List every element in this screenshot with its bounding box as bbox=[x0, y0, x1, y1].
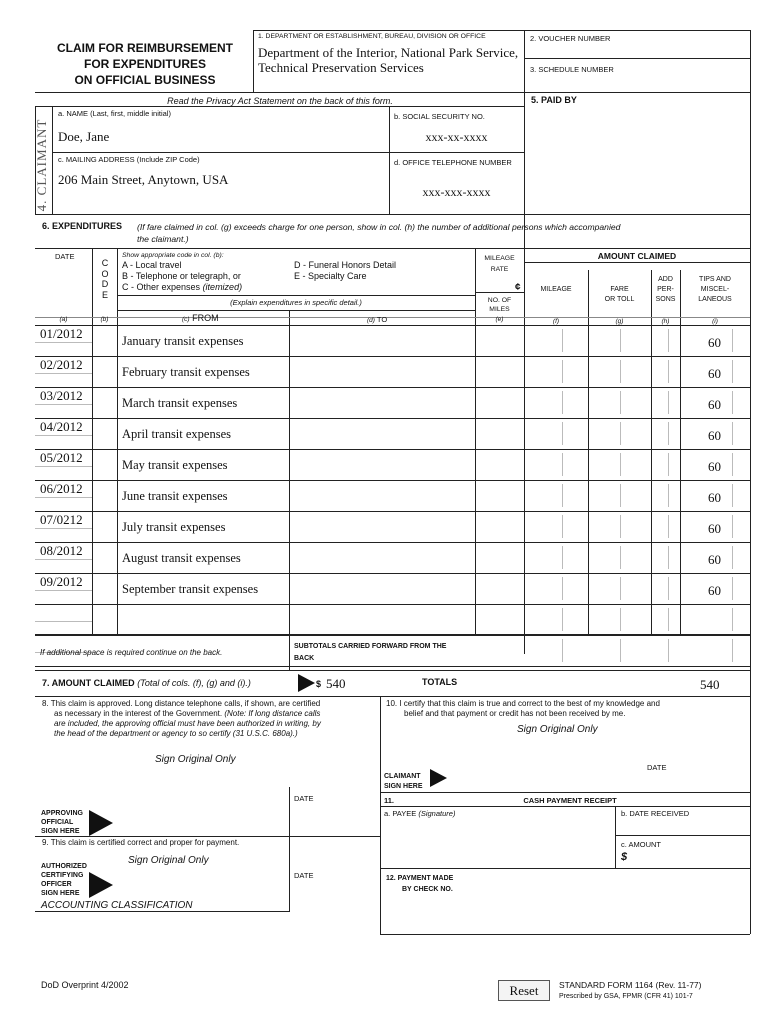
cents-separator bbox=[732, 546, 733, 569]
privacy-notice: Read the Privacy Act Statement on the back of this form. bbox=[167, 96, 393, 106]
date-cell-divider bbox=[35, 435, 92, 436]
code-column-header bbox=[98, 258, 112, 300]
code-c-itemized: (itemized) bbox=[202, 282, 243, 292]
code-hint: Show appropriate code in col. (b): bbox=[122, 252, 224, 259]
col-g-label: (g) bbox=[615, 318, 624, 325]
payment-made-label-2: BY CHECK NO. bbox=[402, 886, 453, 893]
claimant-sign-arrow-icon bbox=[430, 769, 447, 787]
approving-date-label: DATE bbox=[294, 794, 314, 803]
row-divider bbox=[35, 387, 750, 388]
cents-sign: ¢ bbox=[515, 282, 521, 293]
cents-separator bbox=[620, 546, 621, 569]
cents-separator bbox=[732, 391, 733, 414]
date-cell-divider bbox=[35, 559, 92, 560]
cents-separator bbox=[732, 515, 733, 538]
additional-space-note: If additional space is required continue on the back. bbox=[40, 648, 223, 657]
date-cell-divider bbox=[35, 528, 92, 529]
cents-separator bbox=[620, 360, 621, 383]
cents-separator bbox=[668, 484, 669, 507]
row-from[interactable]: July transit expenses bbox=[122, 520, 226, 534]
cents-separator bbox=[732, 422, 733, 445]
row-from[interactable]: January transit expenses bbox=[122, 334, 244, 348]
form-title-line-1: CLAIM FOR REIMBURSEMENT bbox=[57, 41, 233, 55]
section-8-line-3: are included, the approving official must have been authorized in writing, by bbox=[54, 719, 321, 728]
row-divider bbox=[35, 511, 750, 512]
row-from[interactable]: September transit expenses bbox=[122, 582, 259, 596]
reset-button[interactable]: Reset bbox=[498, 980, 550, 1001]
cents-separator bbox=[562, 391, 563, 414]
claimant-name-value[interactable]: Doe, Jane bbox=[58, 129, 110, 144]
mailing-address-label: c. MAILING ADDRESS (Include ZIP Code) bbox=[58, 155, 200, 164]
row-divider bbox=[35, 449, 750, 450]
cents-separator bbox=[620, 639, 621, 662]
cents-separator bbox=[732, 639, 733, 662]
amount-dollar-sign: $ bbox=[316, 679, 322, 689]
accounting-classification: ACCOUNTING CLASSIFICATION bbox=[41, 900, 193, 911]
col-h-label: (h) bbox=[661, 318, 670, 325]
claimant-name-label: a. NAME (Last, first, middle initial) bbox=[58, 109, 171, 118]
row-date[interactable]: 05/2012 bbox=[40, 450, 83, 465]
row-amount[interactable]: 60 bbox=[708, 521, 721, 536]
cents-separator bbox=[562, 546, 563, 569]
mileage-rate-label-1: MILEAGE bbox=[484, 255, 515, 262]
cents-separator bbox=[620, 577, 621, 600]
cents-separator bbox=[620, 484, 621, 507]
section-10-line-2: belief and that payment or credit has not been received by me. bbox=[404, 709, 626, 718]
amount-claimed-value[interactable]: 540 bbox=[326, 676, 346, 691]
mileage-rate-label-2: RATE bbox=[490, 266, 509, 273]
col-c-letter: (c) bbox=[182, 316, 190, 323]
cents-separator bbox=[668, 577, 669, 600]
code-c-line bbox=[122, 282, 242, 292]
cents-separator bbox=[620, 608, 621, 631]
expenditures-heading: 6. EXPENDITURES bbox=[42, 221, 123, 231]
mailing-address-value[interactable]: 206 Main Street, Anytown, USA bbox=[58, 172, 229, 187]
col-c-label bbox=[182, 313, 219, 323]
mileage-column-header: MILEAGE bbox=[540, 286, 572, 293]
ssn-label: b. SOCIAL SECURITY NO. bbox=[394, 112, 485, 121]
col-d-letter: (d) bbox=[367, 317, 375, 324]
row-divider bbox=[35, 666, 750, 667]
receipt-amount-label: c. AMOUNT bbox=[621, 840, 662, 849]
fare-column-header-1: FARE bbox=[610, 286, 629, 293]
cents-separator bbox=[668, 453, 669, 476]
code-letter-d: D bbox=[101, 279, 109, 289]
row-amount[interactable]: 60 bbox=[708, 552, 721, 567]
prescribed-by-label: Prescribed by GSA, FPMR (CFR 41) 101-7 bbox=[559, 993, 693, 1000]
date-cell-divider bbox=[35, 466, 92, 467]
voucher-number-label: 2. VOUCHER NUMBER bbox=[530, 34, 611, 43]
fare-column-header-2: OR TOLL bbox=[604, 296, 635, 303]
row-from[interactable]: February transit expenses bbox=[122, 365, 250, 379]
col-e-label: (e) bbox=[495, 316, 504, 323]
claimant-sign-original: Sign Original Only bbox=[517, 724, 598, 735]
department-value-line-1[interactable]: Department of the Interior, National Park Service, bbox=[258, 45, 519, 60]
cents-separator bbox=[668, 608, 669, 631]
cents-separator bbox=[562, 608, 563, 631]
cents-separator bbox=[562, 484, 563, 507]
cents-separator bbox=[732, 484, 733, 507]
cents-separator bbox=[562, 453, 563, 476]
amount-claimed-arrow-icon bbox=[298, 674, 315, 692]
code-e: E - Specialty Care bbox=[294, 271, 367, 281]
certifying-date-label: DATE bbox=[294, 871, 314, 880]
telephone-value[interactable]: xxx-xxx-xxxx bbox=[422, 185, 491, 199]
date-column-header: DATE bbox=[55, 252, 75, 261]
totals-label: TOTALS bbox=[422, 677, 458, 687]
authorized-officer-3: OFFICER bbox=[41, 881, 72, 888]
add-persons-header-2: PER- bbox=[657, 286, 674, 293]
cents-separator bbox=[668, 391, 669, 414]
col-b-label: (b) bbox=[100, 316, 109, 323]
section-8-line-4: the head of the department or agency to so certify (31 U.S.C. 680a).) bbox=[54, 729, 298, 738]
form-title bbox=[40, 40, 250, 88]
receipt-dollar-sign: $ bbox=[621, 851, 628, 863]
authorized-officer-2: CERTIFYING bbox=[41, 872, 84, 879]
subtotals-label-2: BACK bbox=[294, 655, 315, 662]
date-cell-divider bbox=[35, 590, 92, 591]
row-divider bbox=[35, 418, 750, 419]
schedule-number-label: 3. SCHEDULE NUMBER bbox=[530, 65, 614, 74]
tips-header-3: LANEOUS bbox=[698, 296, 732, 303]
no-of-miles-label-2: MILES bbox=[489, 306, 510, 313]
approving-sign-original: Sign Original Only bbox=[155, 754, 236, 765]
row-from[interactable]: May transit expenses bbox=[122, 458, 228, 472]
code-b: B - Telephone or telegraph, or bbox=[122, 271, 241, 281]
cents-separator bbox=[732, 608, 733, 631]
form-title-line-2: FOR EXPENDITURES bbox=[83, 57, 206, 71]
cents-separator bbox=[732, 577, 733, 600]
section-10-line-1: 10. I certify that this claim is true and correct to the best of my knowledge and bbox=[386, 699, 660, 708]
row-divider bbox=[35, 356, 750, 357]
tips-header-2: MISCEL- bbox=[700, 286, 730, 293]
cents-separator bbox=[620, 329, 621, 352]
row-amount[interactable]: 60 bbox=[708, 397, 721, 412]
telephone-label: d. OFFICE TELEPHONE NUMBER bbox=[394, 158, 512, 167]
row-date[interactable]: 07/0212 bbox=[40, 512, 83, 527]
section-8-line-1: 8. This claim is approved. Long distance telephone calls, if shown, are certified bbox=[42, 699, 321, 708]
row-divider bbox=[35, 573, 750, 574]
cents-separator bbox=[562, 515, 563, 538]
date-cell-divider bbox=[35, 497, 92, 498]
standard-form-label: STANDARD FORM 1164 (Rev. 11-77) bbox=[559, 980, 702, 990]
row-date[interactable]: 09/2012 bbox=[40, 574, 83, 589]
from-label: FROM bbox=[192, 313, 219, 323]
section-8-line-2: as necessary in the interest of the Government. bbox=[54, 709, 223, 718]
row-date[interactable]: 01/2012 bbox=[40, 326, 83, 341]
row-amount[interactable]: 60 bbox=[708, 366, 721, 381]
date-cell-divider bbox=[35, 621, 92, 622]
row-divider bbox=[35, 542, 750, 543]
col-f-label: (f) bbox=[552, 318, 560, 325]
cents-separator bbox=[668, 515, 669, 538]
row-date[interactable]: 06/2012 bbox=[40, 481, 83, 496]
certifying-sign-arrow-icon bbox=[89, 872, 113, 898]
receipt-number: 11. bbox=[384, 796, 395, 805]
cents-separator bbox=[620, 515, 621, 538]
cents-separator bbox=[668, 422, 669, 445]
row-from[interactable]: April transit expenses bbox=[122, 427, 232, 441]
row-date[interactable]: 03/2012 bbox=[40, 388, 83, 403]
cash-payment-receipt-title: CASH PAYMENT RECEIPT bbox=[523, 796, 617, 805]
form-title-line-3: ON OFFICIAL BUSINESS bbox=[74, 73, 216, 87]
approving-official-3: SIGN HERE bbox=[41, 828, 80, 835]
claimant-section-label: 4. CLAIMANT bbox=[34, 118, 49, 212]
row-amount[interactable]: 60 bbox=[708, 428, 721, 443]
row-date[interactable]: 04/2012 bbox=[40, 419, 83, 434]
add-persons-header-1: ADD bbox=[658, 276, 673, 283]
date-cell-divider bbox=[35, 404, 92, 405]
payment-made-label-1: 12. PAYMENT MADE bbox=[386, 875, 454, 882]
to-label: TO bbox=[376, 315, 388, 324]
cents-separator bbox=[562, 577, 563, 600]
cents-separator bbox=[620, 391, 621, 414]
payee-signature-hint: (Signature) bbox=[418, 809, 456, 818]
section-9-text: 9. This claim is certified correct and proper for payment. bbox=[42, 838, 240, 847]
col-i-label: (i) bbox=[712, 318, 718, 325]
cents-separator bbox=[562, 422, 563, 445]
col-a-label: (a) bbox=[59, 316, 68, 323]
row-amount[interactable]: 60 bbox=[708, 583, 721, 598]
cents-separator bbox=[562, 360, 563, 383]
department-value-line-2[interactable]: Technical Preservation Services bbox=[258, 60, 424, 75]
ssn-value[interactable]: xxx-xx-xxxx bbox=[425, 130, 488, 144]
authorized-officer-4: SIGN HERE bbox=[41, 890, 80, 897]
row-from[interactable]: August transit expenses bbox=[122, 551, 241, 565]
totals-value[interactable]: 540 bbox=[700, 677, 720, 692]
cents-separator bbox=[732, 329, 733, 352]
code-letter-c: C bbox=[101, 258, 109, 268]
date-cell-divider bbox=[35, 342, 92, 343]
department-label: 1. DEPARTMENT OR ESTABLISHMENT, BUREAU, DIVISION OR OFFICE bbox=[258, 33, 486, 40]
cents-separator bbox=[562, 639, 563, 662]
amount-claimed-header: AMOUNT CLAIMED bbox=[597, 251, 677, 261]
row-divider bbox=[35, 604, 750, 605]
code-letter-o: O bbox=[101, 268, 109, 279]
code-a: A - Local travel bbox=[122, 260, 182, 270]
row-amount[interactable]: 60 bbox=[708, 335, 721, 350]
cents-separator bbox=[620, 422, 621, 445]
row-from[interactable]: June transit expenses bbox=[122, 489, 228, 503]
row-amount[interactable]: 60 bbox=[708, 459, 721, 474]
approving-official-1: APPROVING bbox=[41, 810, 84, 817]
row-from[interactable]: March transit expenses bbox=[122, 396, 238, 410]
payee-label-text: a. PAYEE bbox=[384, 809, 417, 818]
cents-separator bbox=[732, 453, 733, 476]
dod-overprint: DoD Overprint 4/2002 bbox=[41, 980, 129, 990]
cents-separator bbox=[562, 329, 563, 352]
section-8-note: (Note: If long distance calls bbox=[224, 709, 321, 718]
row-divider bbox=[35, 480, 750, 481]
code-letter-e: E bbox=[101, 289, 108, 300]
section-10-text bbox=[386, 699, 660, 719]
certifying-sign-original: Sign Original Only bbox=[128, 855, 209, 866]
explain-hint: (Explain expenditures in specific detail.) bbox=[230, 298, 362, 307]
amount-claimed-line bbox=[42, 678, 251, 688]
cents-separator bbox=[668, 360, 669, 383]
date-cell-divider bbox=[35, 373, 92, 374]
add-persons-header-3: SONS bbox=[655, 296, 676, 303]
approving-sign-arrow-icon bbox=[89, 810, 113, 836]
claimant-date-label: DATE bbox=[647, 763, 667, 772]
date-received-label: b. DATE RECEIVED bbox=[621, 809, 690, 818]
no-of-miles-label-1: NO. OF bbox=[487, 297, 512, 304]
cents-separator bbox=[668, 546, 669, 569]
amount-claimed-hint: (Total of cols. (f), (g) and (i).) bbox=[137, 678, 251, 688]
cents-separator bbox=[668, 329, 669, 352]
claimant-sign-here-1: CLAIMANT bbox=[384, 773, 421, 780]
paid-by-label: 5. PAID BY bbox=[531, 95, 577, 105]
cents-separator bbox=[668, 639, 669, 662]
section-8-text bbox=[42, 699, 321, 739]
row-date[interactable]: 08/2012 bbox=[40, 543, 83, 558]
code-c: C - Other expenses bbox=[122, 282, 201, 292]
amount-claimed-total-label: 7. AMOUNT CLAIMED bbox=[42, 678, 135, 688]
row-date[interactable]: 02/2012 bbox=[40, 357, 83, 372]
cents-separator bbox=[620, 453, 621, 476]
row-divider bbox=[35, 635, 750, 636]
claimant-sign-here-2: SIGN HERE bbox=[384, 783, 423, 790]
row-amount[interactable]: 60 bbox=[708, 490, 721, 505]
col-d-label bbox=[367, 315, 387, 324]
code-d: D - Funeral Honors Detail bbox=[294, 260, 397, 270]
payee-label bbox=[384, 809, 455, 818]
subtotals-label-1: SUBTOTALS CARRIED FORWARD FROM THE bbox=[294, 643, 447, 650]
cents-separator bbox=[732, 360, 733, 383]
expenditures-instructions-2: the claimant.) bbox=[137, 234, 189, 244]
tips-header-1: TIPS AND bbox=[699, 276, 731, 283]
approving-official-2: OFFICIAL bbox=[41, 819, 74, 826]
expenditures-instructions-1: (If fare claimed in col. (g) exceeds charge for one person, show in col. (h) the number of additional persons which accompanied bbox=[137, 222, 621, 232]
authorized-officer-1: AUTHORIZED bbox=[41, 863, 87, 870]
